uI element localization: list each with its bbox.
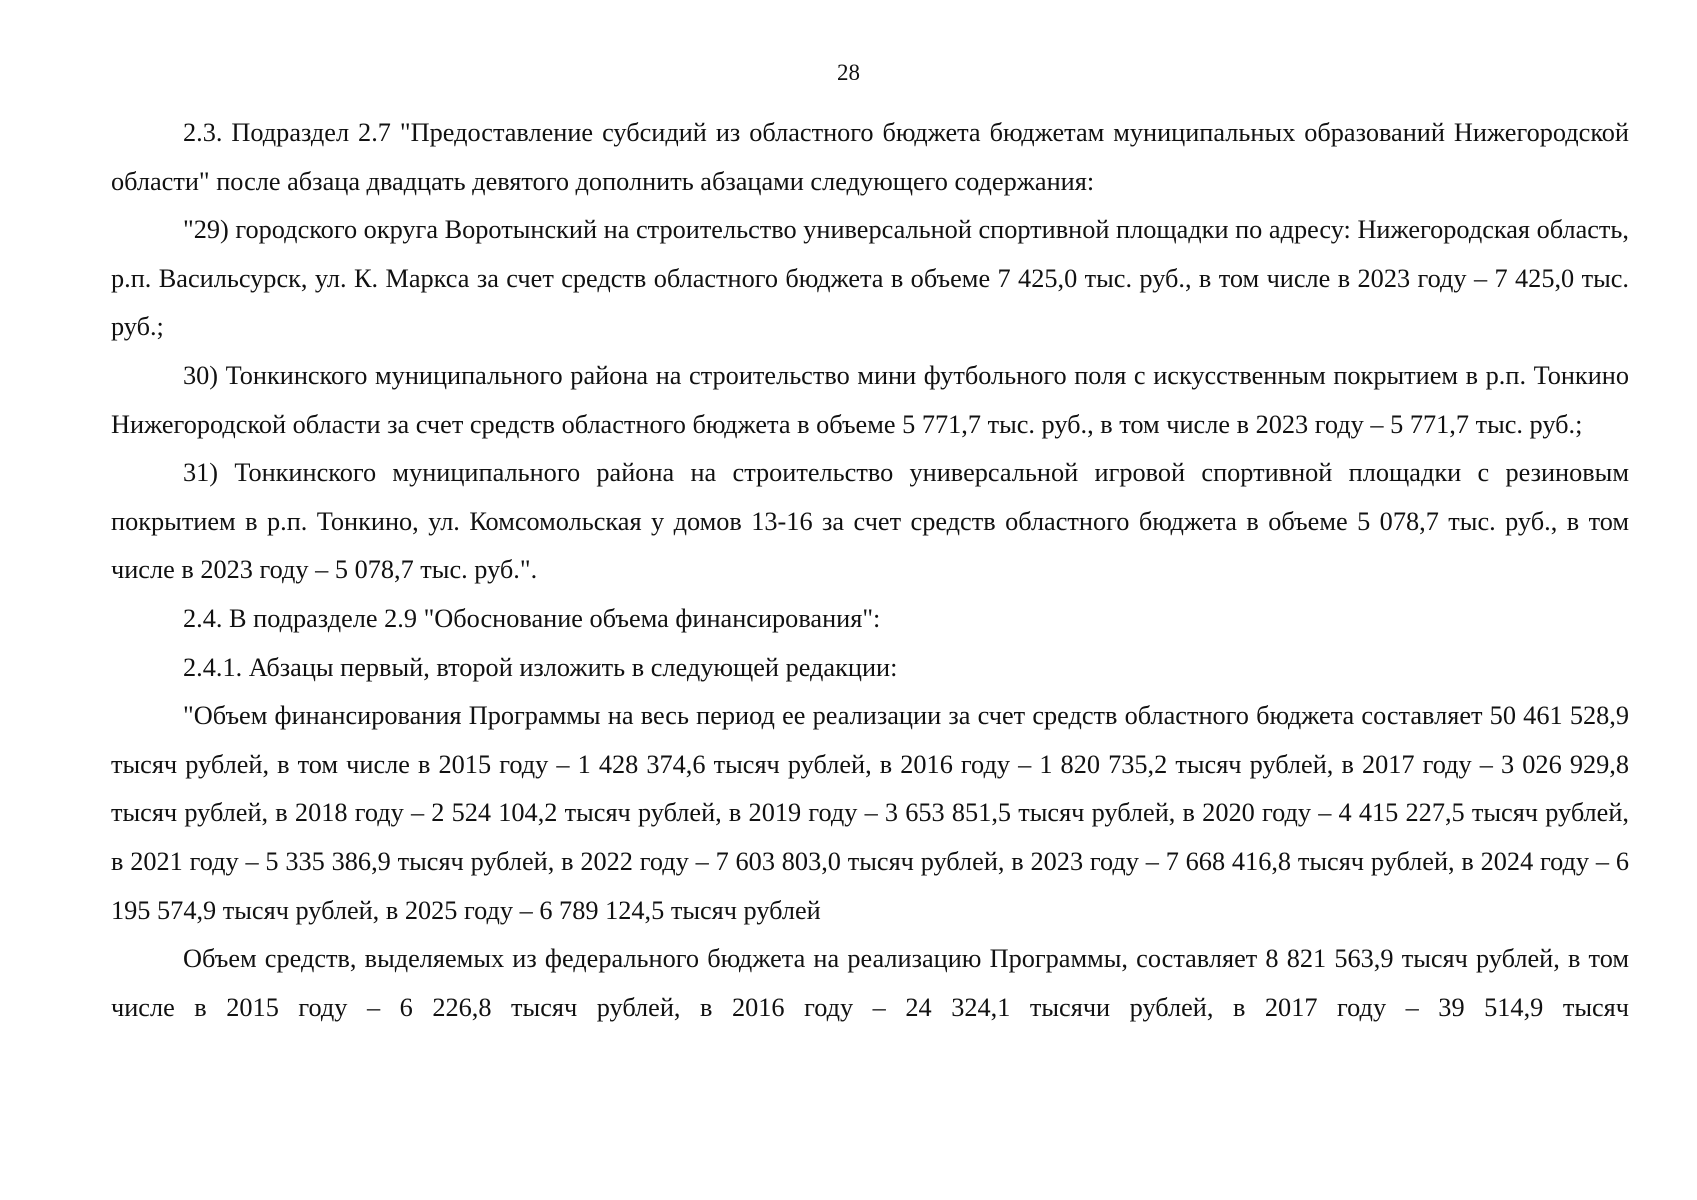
paragraph-2-3: 2.3. Подраздел 2.7 "Предоставление субсидий из областного бюджета бюджетам муниципальных образований Нижегородской области" после абзаца двадцать девятого дополнить абзацами следующего содержания:: [111, 118, 1629, 196]
paragraph-item-31: 31) Тонкинского муниципального района на строительство универсальной игровой спортивной площадки с резиновым покрытием в р.п. Тонкино, ул. Комсомольская у домов 13-16 за счет средств областного бюджета в объеме 5 078,7 тыс. руб., в том числе в 2023 году – 5 078,7 тыс. руб.".: [111, 458, 1629, 585]
paragraph-item-30: 30) Тонкинского муниципального района на строительство мини футбольного поля с искусственным покрытием в р.п. Тонкино Нижегородской области за счет средств областного бюджета в объеме 5 771,7 тыс. руб., в том числе в 2023 году – 5 771,7 тыс. руб.;: [111, 360, 1629, 439]
paragraph-regional-funding: "Объем финансирования Программы на весь период ее реализации за счет средств областного бюджета составляет 50 461 528,9 тысяч рублей, в том числе в 2015 году – 1 428 374,6 тысяч рублей, в 2016 году – 1 820 735,2 тысяч рублей, в 2017 году – 3 026 929,8 тысяч рублей, в 2018 году – 2 524 104,2 тысяч рублей, в 2019 году – 3 653 851,5 тысяч рублей, в 2020 году – 4 415 227,5 тысяч рублей, в 2021 году – 5 335 386,9 тысяч рублей, в 2022 году – 7 603 803,0 тысяч рублей, в 2023 году – 7 668 416,8 тысяч рублей, в 2024 году – 6 195 574,9 тысяч рублей, в 2025 году – 6 789 124,5 тысяч рублей: [111, 701, 1629, 925]
paragraph-federal-funding: Объем средств, выделяемых из федерального бюджета на реализацию Программы, составляет 8 821 563,9 тысяч рублей, в том числе в 2015 году – 6 226,8 тысяч рублей, в 2016 году – 24 324,1 тысячи рублей, в 2017 году – 39 514,9 тысяч: [111, 944, 1629, 1022]
page-number: 28: [837, 60, 860, 85]
paragraph-2-4-1: 2.4.1. Абзацы первый, второй изложить в следующей редакции:: [183, 652, 898, 682]
paragraph-2-4: 2.4. В подразделе 2.9 "Обоснование объема финансирования":: [183, 603, 881, 633]
document-body: [111, 109, 1629, 1032]
paragraph-item-29: "29) городского округа Воротынский на строительство универсальной спортивной площадки по адресу: Нижегородская область, р.п. Васильсурск, ул. К. Маркса за счет средств областного бюджета в объеме 7 425,0 тыс. руб., в том числе в 2023 году – 7 425,0 тыс. руб.;: [111, 215, 1629, 342]
